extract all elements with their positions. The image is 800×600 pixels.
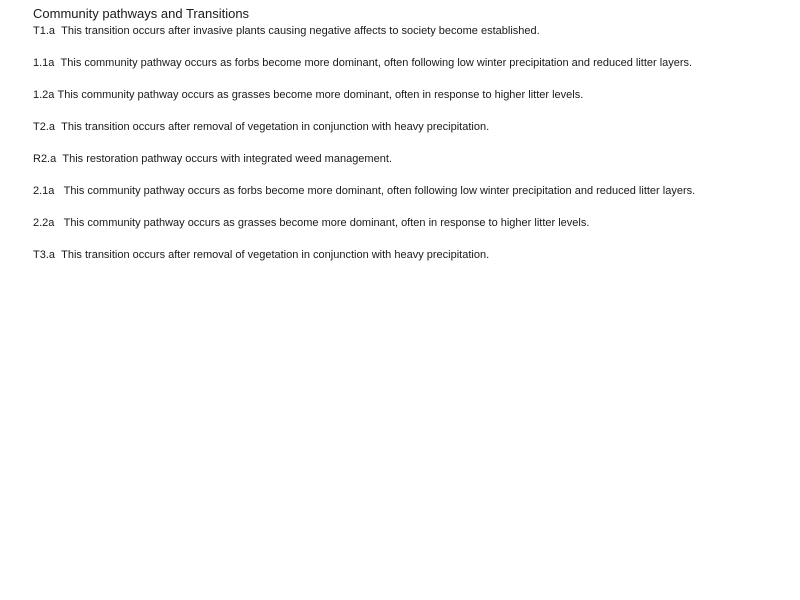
entry-2-1a: [33, 184, 793, 198]
entry-text: This community pathway occurs as grasses become more dominant, often in response to higher litter levels.: [63, 217, 590, 229]
entry-text: This transition occurs after removal of vegetation in conjunction with heavy precipitation.: [61, 121, 490, 133]
entry-code: 1.1a: [33, 57, 55, 69]
entry-code: 2.1a: [33, 185, 55, 197]
entry-1-2a: [33, 88, 793, 102]
entry-text: This transition occurs after removal of vegetation in conjunction with heavy precipitation.: [61, 249, 490, 261]
entry-t2a: [33, 120, 793, 134]
entry-1-1a: [33, 56, 793, 70]
entry-text: This restoration pathway occurs with integrated weed management.: [62, 153, 392, 165]
entry-text: This transition occurs after invasive plants causing negative affects to society become established.: [61, 25, 540, 37]
entry-r2a: [33, 152, 793, 166]
entry-t1a: [33, 24, 793, 38]
entry-2-2a: [33, 216, 793, 230]
entry-code: 1.2a: [33, 89, 55, 101]
entry-code: T1.a: [33, 25, 56, 37]
entry-text: This community pathway occurs as forbs become more dominant, often following low winter precipitation and reduced litter layers.: [60, 57, 693, 69]
document-title: Community pathways and Transitions: [33, 6, 250, 21]
entry-code: R2.a: [33, 153, 57, 165]
entry-text: This community pathway occurs as grasses become more dominant, often in response to higher litter levels.: [57, 89, 584, 101]
entry-t3a: [33, 248, 793, 262]
document: [33, 6, 793, 262]
entry-text: This community pathway occurs as forbs become more dominant, often following low winter precipitation and reduced litter layers.: [63, 185, 696, 197]
entry-code: 2.2a: [33, 217, 55, 229]
entry-code: T3.a: [33, 249, 56, 261]
entry-code: T2.a: [33, 121, 56, 133]
